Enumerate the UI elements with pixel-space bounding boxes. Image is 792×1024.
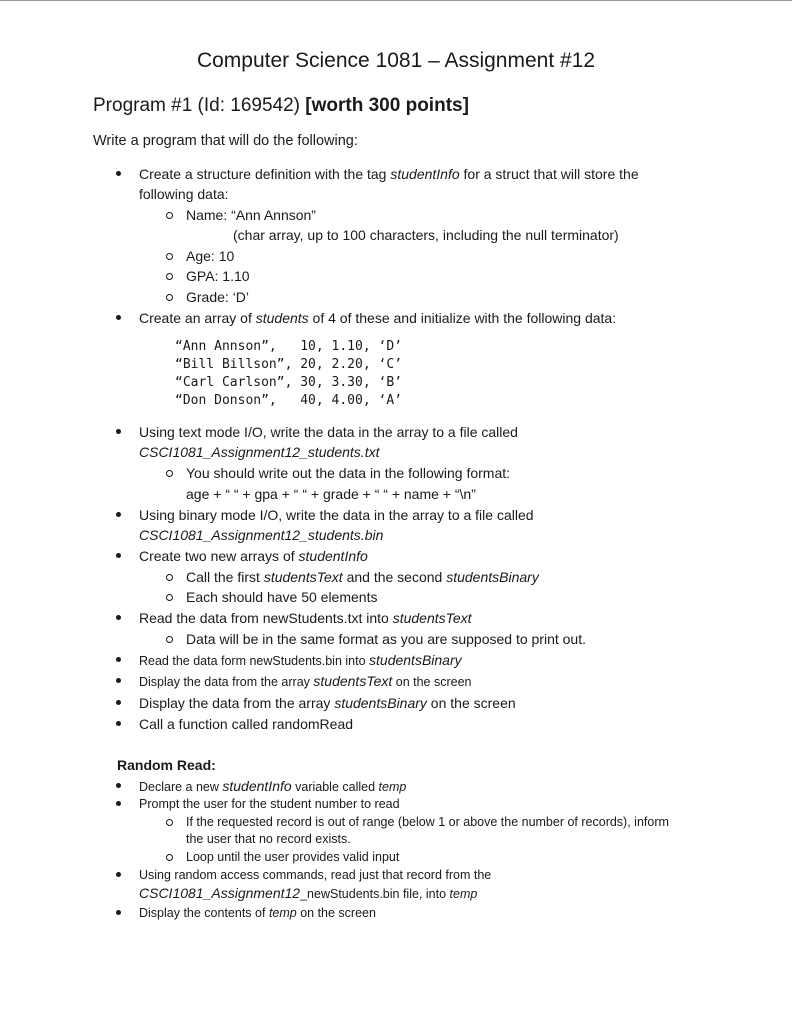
bullet-array	[139, 309, 616, 327]
display-text-b: on the screen	[392, 675, 472, 689]
text-io-sub1: You should write out the data in the following format:	[186, 465, 511, 481]
array-text-2: of 4 of these and initialize with the following data:	[308, 310, 617, 326]
random-read-heading: Random Read:	[117, 757, 216, 773]
code-line: “Carl Carlson”, 30, 3.30, ‘B’	[175, 375, 402, 390]
page-title: Computer Science 1081 – Assignment #12	[196, 49, 596, 72]
read-txt-text: Read the data from newStudents.txt into	[139, 610, 393, 626]
display-bin-b: on the screen	[426, 695, 516, 711]
display-bin-a: Display the data from the array	[139, 695, 335, 711]
new-arrays-em: studentInfo	[298, 548, 368, 564]
bullet-bin-io: Using binary mode I/O, write the data in the array to a file called	[139, 507, 534, 523]
rb3-em: CSCI1081_Assignment12	[139, 885, 301, 901]
rb4-em: temp	[268, 906, 297, 920]
new-arrays-text: Create two new arrays of	[139, 548, 299, 564]
random-sub-1-line-2: the user that no record exists.	[186, 832, 351, 846]
code-line: “Ann Annson”, 10, 1.10, ‘D’	[175, 339, 402, 354]
bullet-new-arrays	[139, 547, 368, 565]
code-line: “Don Donson”, 40, 4.00, ‘A’	[175, 393, 402, 408]
rb1-a: Declare a new	[139, 780, 223, 794]
sub-gpa: GPA: 1.10	[186, 268, 250, 284]
rb3-em2: temp	[449, 887, 478, 901]
random-bullet-3-line-2	[139, 884, 477, 903]
array-text: Create an array of	[139, 310, 256, 326]
random-sub-2: Loop until the user provides valid input	[186, 850, 400, 864]
code-block	[175, 338, 402, 410]
display-bin-em: studentsBinary	[334, 695, 427, 711]
random-bullet-2: Prompt the user for the student number to read	[139, 797, 400, 811]
sub1-em1: studentsText	[263, 569, 343, 585]
bullet-struct	[139, 165, 639, 183]
program-label: Program #1 (Id: 169542)	[93, 95, 306, 116]
read-bin-em: studentsBinary	[369, 652, 462, 668]
sub1-text: Call the first	[186, 569, 264, 585]
array-em: students	[255, 310, 309, 326]
text-io-filename: CSCI1081_Assignment12_students.txt	[139, 444, 380, 460]
read-txt-sub: Data will be in the same format as you are supposed to print out.	[186, 631, 586, 647]
struct-text: Create a structure definition with the tag	[139, 166, 391, 182]
code-line: “Bill Billson”, 20, 2.20, ‘C’	[175, 357, 402, 372]
bin-io-file	[139, 526, 383, 544]
sub1-text-2: and the second	[342, 569, 447, 585]
struct-line-2: following data:	[139, 186, 229, 202]
random-sub-1: If the requested record is out of range (below 1 or above the number of records), inform	[186, 815, 669, 829]
sub-name: Name: “Ann Annson”	[186, 207, 316, 223]
sub-name-note: (char array, up to 100 characters, including the null terminator)	[233, 227, 619, 243]
bullet-display-bin	[139, 694, 516, 712]
display-text-em: studentsText	[313, 673, 393, 689]
rb1-b: variable called	[291, 780, 379, 794]
sub-age: Age: 10	[186, 248, 235, 264]
program-worth: [worth 300 points]	[305, 95, 469, 116]
read-txt-em: studentsText	[392, 610, 472, 626]
bullet-call-function: Call a function called randomRead	[139, 716, 354, 732]
random-bullet-4	[139, 904, 376, 922]
bullet-read-bin	[139, 651, 462, 670]
text-io-file	[139, 443, 379, 461]
rb4-a: Display the contents of	[139, 906, 269, 920]
sub-grade: Grade: ‘D’	[186, 289, 250, 305]
bullet-read-txt	[139, 609, 472, 627]
random-bullet-3: Using random access commands, read just that record from the	[139, 868, 492, 882]
program-heading	[93, 95, 469, 117]
bullet-text-io: Using text mode I/O, write the data in the array to a file called	[139, 424, 518, 440]
rb1-em2: temp	[378, 780, 407, 794]
text-io-sub2: age + “ “ + gpa + “ “ + grade + “ “ + name + “\n”	[186, 486, 476, 502]
struct-text-2: for a struct that will store the	[459, 166, 639, 182]
sub1-em2: studentsBinary	[446, 569, 539, 585]
display-text-a: Display the data from the array	[139, 675, 314, 689]
new-arrays-sub1	[186, 568, 539, 586]
intro-text: Write a program that will do the following:	[93, 133, 358, 149]
bin-io-filename: CSCI1081_Assignment12_students.bin	[139, 527, 384, 543]
rb1-em: studentInfo	[222, 778, 292, 794]
bullet-display-text	[139, 672, 471, 691]
new-arrays-sub2: Each should have 50 elements	[186, 589, 378, 605]
rb3-b: _newStudents.bin file, into	[300, 887, 450, 901]
struct-tag: studentInfo	[390, 166, 460, 182]
rb4-b: on the screen	[296, 906, 376, 920]
random-bullet-1	[139, 777, 406, 796]
read-bin-text: Read the data form newStudents.bin into	[139, 654, 370, 668]
